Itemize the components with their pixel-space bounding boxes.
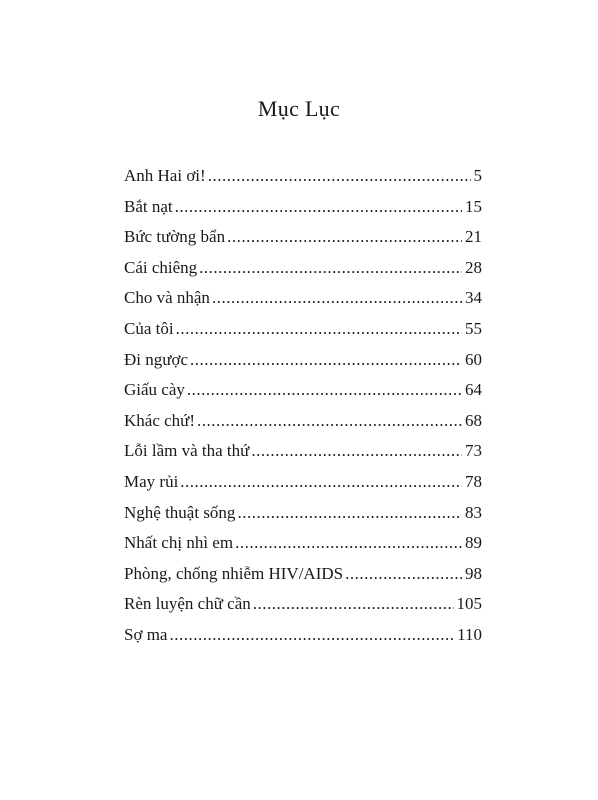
toc-entry bbox=[124, 411, 482, 442]
toc-entry-page: 28 bbox=[465, 257, 482, 277]
toc-entry-page: 21 bbox=[465, 227, 482, 247]
dot-leader bbox=[187, 380, 462, 400]
dot-leader bbox=[345, 564, 462, 584]
dot-leader bbox=[212, 288, 462, 308]
toc-entry-page: 89 bbox=[465, 533, 482, 553]
toc-entry-title: Bức tường bẩn bbox=[124, 227, 226, 247]
dot-leader bbox=[190, 350, 462, 370]
toc-entry-page: 83 bbox=[465, 502, 482, 522]
dot-leader bbox=[237, 503, 462, 523]
toc-entry bbox=[124, 472, 482, 503]
dot-leader bbox=[227, 227, 462, 247]
toc-entry bbox=[124, 594, 482, 625]
dot-leader bbox=[180, 472, 462, 492]
table-of-contents bbox=[124, 166, 482, 656]
toc-entry-title: Nhất chị nhì em bbox=[124, 533, 234, 553]
toc-entry-page: 5 bbox=[473, 166, 482, 185]
toc-entry-title: Nghệ thuật sống bbox=[124, 502, 236, 522]
toc-entry-page: 110 bbox=[457, 624, 482, 644]
dot-leader bbox=[251, 441, 462, 461]
dot-leader bbox=[176, 319, 462, 339]
toc-entry-page: 68 bbox=[465, 410, 482, 430]
dot-leader bbox=[175, 197, 462, 217]
dot-leader bbox=[169, 625, 454, 645]
toc-entry bbox=[124, 197, 482, 228]
toc-entry-page: 60 bbox=[465, 349, 482, 369]
toc-entry-title: Đi ngược bbox=[124, 349, 188, 369]
toc-entry bbox=[124, 258, 482, 289]
page-title: Mục Lục bbox=[257, 96, 341, 121]
toc-entry-page: 78 bbox=[465, 471, 482, 491]
toc-entry-title: Bắt nạt bbox=[124, 196, 173, 216]
toc-entry-title: Khác chứ! bbox=[124, 410, 196, 430]
toc-entry bbox=[124, 441, 482, 472]
toc-entry bbox=[124, 166, 482, 197]
toc-entry bbox=[124, 350, 482, 381]
toc-entry-title: Của tôi bbox=[124, 318, 174, 338]
toc-entry-title: Rèn luyện chữ cần bbox=[124, 594, 251, 614]
dot-leader bbox=[235, 533, 462, 553]
toc-entry bbox=[124, 533, 482, 564]
toc-entry-page: 98 bbox=[465, 563, 482, 583]
toc-entry-title: Sợ ma bbox=[124, 624, 168, 644]
toc-entry-title: Giấu cày bbox=[124, 380, 185, 400]
toc-entry bbox=[124, 564, 482, 595]
toc-entry-page: 34 bbox=[465, 288, 482, 308]
toc-entry bbox=[124, 319, 482, 350]
toc-entry-page: 64 bbox=[465, 380, 482, 400]
toc-entry-title: Cho và nhận bbox=[124, 288, 210, 308]
dot-leader bbox=[199, 258, 462, 278]
toc-entry-title: Cái chiêng bbox=[124, 257, 198, 277]
dot-leader bbox=[253, 594, 454, 614]
dot-leader bbox=[208, 166, 471, 186]
toc-entry-page: 15 bbox=[465, 196, 482, 216]
toc-entry-title: Lỗi lầm và tha thứ bbox=[124, 441, 250, 461]
toc-entry bbox=[124, 503, 482, 534]
toc-entry-title: Anh Hai ơi! bbox=[124, 166, 206, 185]
toc-entry-page: 55 bbox=[465, 318, 482, 338]
dot-leader bbox=[197, 411, 462, 431]
toc-entry-page: 105 bbox=[456, 594, 482, 614]
toc-entry bbox=[124, 288, 482, 319]
toc-entry-title: May rủi bbox=[124, 471, 179, 491]
toc-entry bbox=[124, 380, 482, 411]
toc-entry bbox=[124, 227, 482, 258]
toc-entry-page: 73 bbox=[465, 441, 482, 461]
toc-entry-title: Phòng, chống nhiễm HIV/AIDS bbox=[124, 563, 344, 583]
toc-entry bbox=[124, 625, 482, 656]
